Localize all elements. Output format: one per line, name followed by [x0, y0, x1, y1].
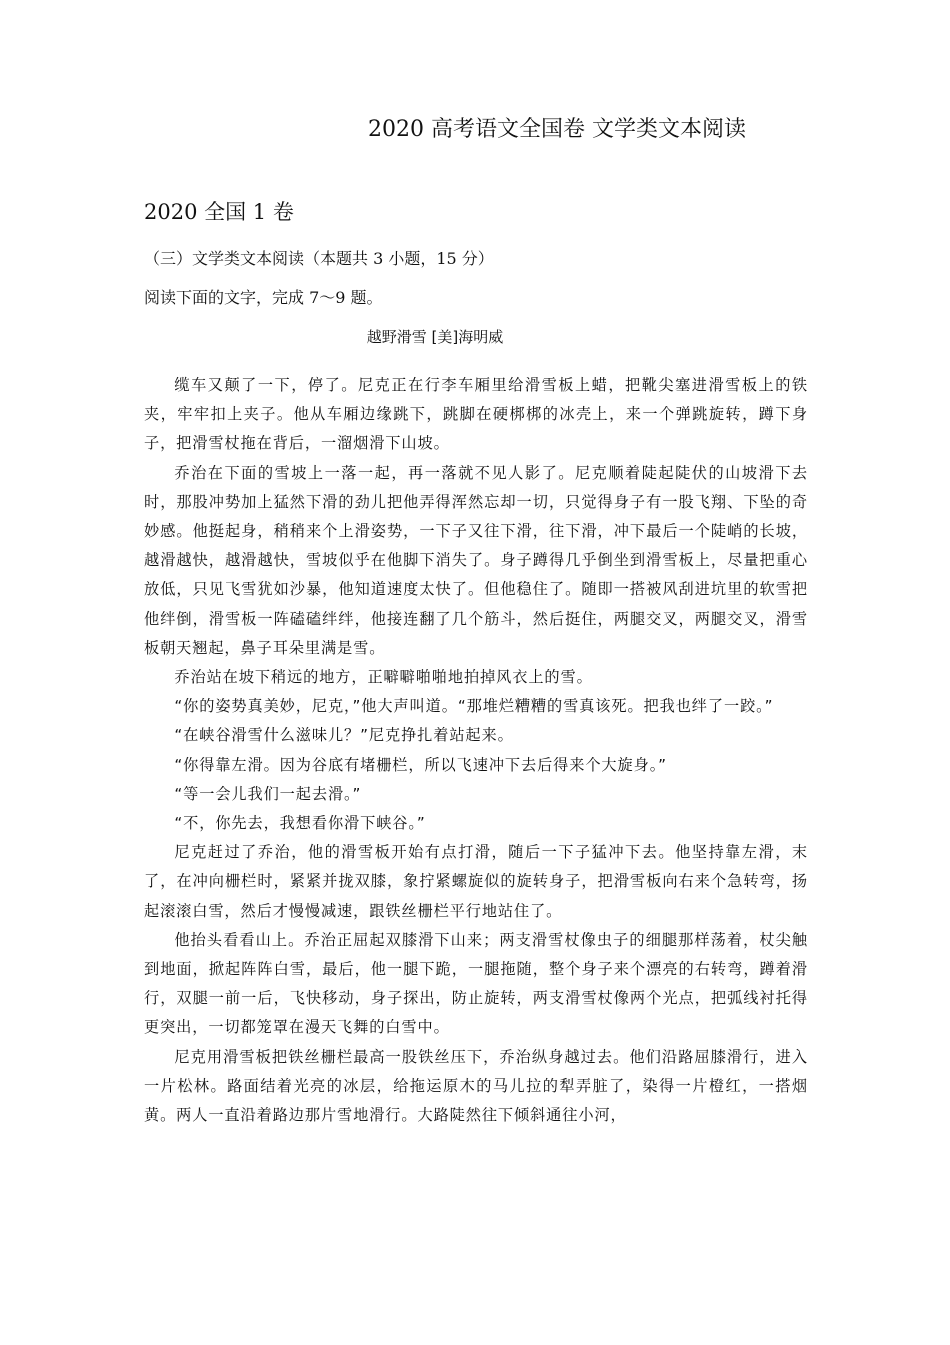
part-heading: （三）文学类文本阅读（本题共 3 小题，15 分）: [144, 249, 494, 268]
article-title: 越野滑雪 [美]海明威: [366, 328, 504, 346]
paragraph: 乔治在下面的雪坡上一落一起，再一落就不见人影了。尼克顺着陡起陡伏的山坡滑下去时，那股冲势加上猛然下滑的劲儿把他弄得浑然忘却一切，只觉得身子有一股飞翔、下坠的奇妙感。他挺起身，稍稍来个上滑姿势，一下子又往下滑，往下滑，冲下最后一个陡峭的长坡，越滑越快，越滑越快，雪坡似乎在他脚下消失了。身子蹲得几乎倒坐到滑雪板上，尽量把重心放低，只见飞雪犹如沙暴，他知道速度太快了。但他稳住了。随即一搭被风刮进坑里的软雪把他绊倒，滑雪板一阵磕磕绊绊，他接连翻了几个筋斗，然后挺住，两腿交叉，两腿交叉，滑雪板朝天翘起，鼻子耳朵里满是雪。: [144, 463, 808, 657]
paragraph: 他抬头看看山上。乔治正屈起双膝滑下山来；两支滑雪杖像虫子的细腿那样荡着，杖尖触到地面，掀起阵阵白雪，最后，他一腿下跪，一腿拖随，整个身子来个漂亮的右转弯，蹲着滑行，双腿一前一后，飞快移动，身子探出，防止旋转，两支滑雪杖像两个光点，把弧线衬托得更突出，一切都笼罩在漫天飞舞的白雪中。: [144, 930, 808, 1037]
paragraph: 尼克赶过了乔治，他的滑雪板开始有点打滑，随后一下子猛冲下去。他坚持靠左滑，末了，在冲向栅栏时，紧紧并拢双膝，象拧紧螺旋似的旋转身子，把滑雪板向右来个急转弯，扬起滚滚白雪，然后才慢慢减速，跟铁丝栅栏平行地站住了。: [144, 843, 808, 920]
paragraph: 缆车又颠了一下，停了。尼克正在行李车厢里给滑雪板上蜡，把靴尖塞进滑雪板上的铁夹，牢牢扣上夹子。他从车厢边缘跳下，跳脚在硬梆梆的冰壳上，来一个弹跳旋转，蹲下身子，把滑雪杖拖在背后，一溜烟滑下山坡。: [144, 376, 808, 453]
reading-instruction: 阅读下面的文字，完成 7～9 题。: [144, 288, 383, 307]
paragraph: “你的姿势真美妙，尼克，”他大声叫道。“那堆烂糟糟的雪真该死。把我也绊了一跤。”: [174, 697, 774, 716]
paragraph: 乔治站在坡下稍远的地方，正噼噼啪啪地拍掉风衣上的雪。: [174, 668, 593, 687]
paragraph: 尼克用滑雪板把铁丝栅栏最高一股铁丝压下，乔治纵身越过去。他们沿路屈膝滑行，进入一片松林。路面结着光亮的冰层，给拖运原木的马儿拉的犁弄脏了，染得一片橙红，一搭烟黄。两人一直沿着路边那片雪地滑行。大路陡然往下倾斜通往小河，: [144, 1047, 808, 1125]
paragraph: “等一会儿我们一起去滑。”: [174, 784, 362, 803]
section-title: 2020 全国 1 卷: [144, 200, 294, 224]
paragraph: “你得靠左滑。因为谷底有堵栅栏，所以飞速冲下去后得来个大旋身。”: [174, 755, 667, 774]
paragraph: “在峡谷滑雪什么滋味儿？”尼克挣扎着站起来。: [174, 726, 514, 745]
paragraph: “不，你先去，我想看你滑下峡谷。”: [174, 814, 426, 833]
document-title: 2020 高考语文全国卷 文学类文本阅读: [368, 117, 746, 142]
article-body: [144, 371, 808, 1130]
